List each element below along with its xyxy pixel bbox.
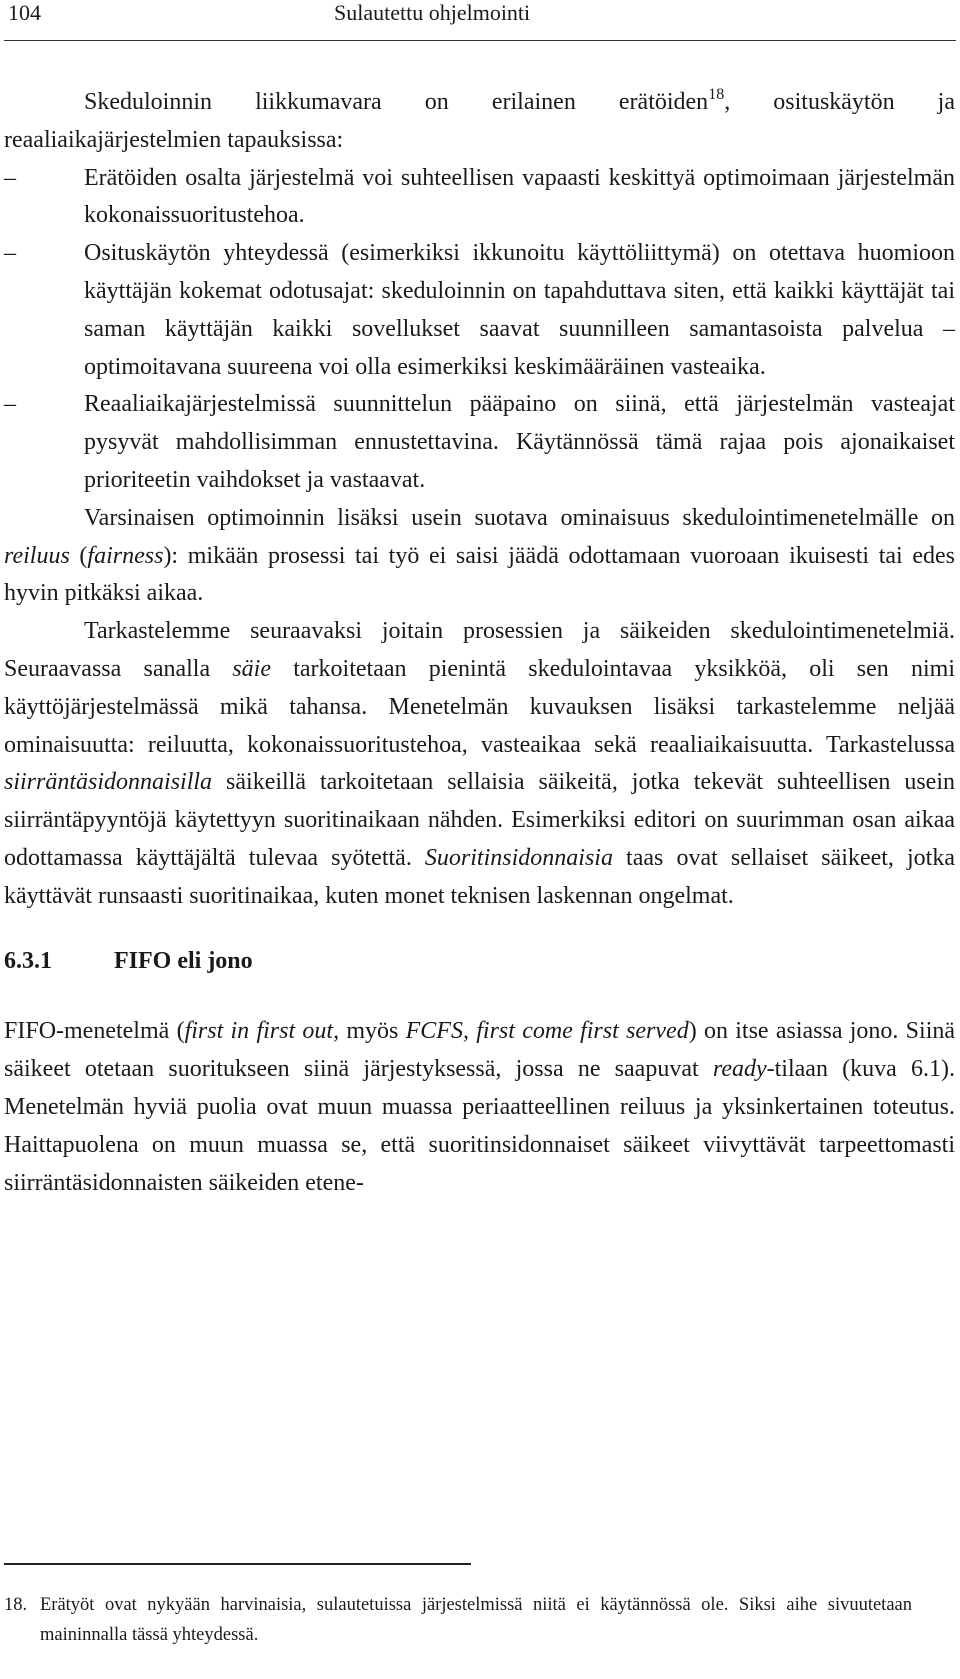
paragraph-text: ) on itse asiassa jono. Siinä säikeet otetaan suoritukseen siinä järjestyksessä, jossa ne saapuvat <box>4 1018 956 1083</box>
footnote-rule <box>4 1563 471 1565</box>
footnote <box>4 1590 912 1650</box>
term-emphasis: Suoritinsidonnaisia <box>424 844 613 871</box>
term-emphasis: siirräntäsidonnaisilla <box>4 769 213 796</box>
list-item <box>4 235 955 386</box>
list-item-text: Osituskäytön yhteydessä (esimerkiksi ikkunoitu käyttöliittymä) on otettava huomioon käyttäjän kokemat odotusajat: skeduloinnin on tapahduttava siten, että kaikki käyttäjät tai saman käyttäjän kaikki sovellukset saavat suunnilleen samantasoista palvelua – optimoitavana suureena voi olla esimerkiksi keskimääräinen vasteaika. <box>84 240 955 380</box>
review-paragraph <box>4 613 955 915</box>
intro-text: Skeduloinnin liikkumavara on erilainen erätöiden <box>84 89 709 115</box>
paragraph-text: ( <box>69 542 88 569</box>
page-number: 104 <box>8 0 41 25</box>
intro-text-end: , osituskäytön ja reaaliaikajärjestelmien tapauksissa: <box>4 89 955 153</box>
paragraph-text: säikeillä tarkoitetaan sellaisia säikeitä, jotka tekevät suhteellisen usein siirräntäpyyntöjä käytettyyn suoritinaikaan nähden. Esimerkiksi editori on suurimman osan aikaa odottamassa käyttäjältä tulevaa syötettä. <box>4 769 955 871</box>
header-rule <box>4 40 956 41</box>
paragraph-text: -tilaan (kuva 6.1). Menetelmän hyviä puolia ovat muun muassa periaatteellinen reiluus ja yksinkertainen toteutus. Haittapuolena on muun muassa se, että suoritinsidonnaiset säikeet viivyttävät tarpeettomasti siirräntäsidonnaisten säikeiden etene- <box>4 1056 956 1196</box>
body-text <box>4 84 955 1202</box>
footnote-reference[interactable]: 18 <box>708 86 725 103</box>
term-emphasis: säie <box>232 655 272 682</box>
running-header <box>4 0 956 30</box>
paragraph-text: Varsinaisen optimoinnin lisäksi usein suotava ominaisuus skedulointimenetelmälle on <box>84 504 955 531</box>
paragraph-text: tarkoitetaan pienintä skedulointavaa yksikköä, oli sen nimi käyttöjärjestelmässä mikä tahansa. Menetelmän kuvauksen lisäksi tarkastelemme neljää ominaisuutta: reiluutta, kokonaissuoritustehoa, vasteaikaa sekä reaaliaikaisuutta. Tarkastelussa <box>4 655 956 758</box>
term-emphasis: first in first out, <box>184 1018 340 1045</box>
dash-bullet: – <box>4 164 16 191</box>
paragraph-text: taas ovat sellaiset säikeet, jotka käyttävät runsaasti suoritinaikaa, kuten monet teknisen laskennan ongelmat. <box>4 844 956 909</box>
term-emphasis: fairness <box>87 542 164 569</box>
section-heading <box>4 943 955 981</box>
term-emphasis: reiluus <box>4 542 70 569</box>
term-emphasis: FCFS, first come first served <box>405 1018 689 1045</box>
dash-list <box>4 160 955 500</box>
list-item-text: Erätöiden osalta järjestelmä voi suhteellisen vapaasti keskittyä optimoimaan järjestelmän kokonaissuoritustehoa. <box>84 164 955 229</box>
footnote-text: Erätyöt ovat nykyään harvinaisia, sulautetuissa järjestelmissä niitä ei käytännössä ole. Siksi aihe sivuutetaan maininnalla tässä yhteydessä. <box>40 1595 912 1645</box>
paragraph-text: FIFO-menetelmä ( <box>4 1018 185 1045</box>
list-item-text: Reaaliaikajärjestelmissä suunnittelun pääpaino on siinä, että järjestelmän vasteajat pysyvät mahdollisimman ennustettavina. Käytännössä tämä rajaa pois ajonaikaiset prioriteetin vaihdokset ja vastaavat. <box>84 391 955 493</box>
term-emphasis: ready <box>712 1056 767 1083</box>
fifo-paragraph <box>4 1013 955 1202</box>
paragraph-text: Tarkastelemme seuraavaksi joitain prosessien ja säikeiden skedulointimenetelmiä. Seuraavassa sanalla <box>4 618 955 682</box>
section-title: FIFO eli jono <box>114 947 253 974</box>
fairness-paragraph <box>4 500 955 613</box>
paragraph-text: myös <box>339 1018 406 1045</box>
dash-bullet: – <box>4 240 16 267</box>
dash-bullet: – <box>4 391 16 418</box>
list-item <box>4 160 955 236</box>
paragraph-text: ): mikään prosessi tai työ ei saisi jäädä odottamaan vuoroaan ikuisesti tai edes hyvin pitkäksi aikaa. <box>4 542 955 607</box>
intro-paragraph <box>4 84 955 160</box>
footnote-number: 18. <box>4 1595 28 1615</box>
list-item <box>4 386 955 499</box>
section-number: 6.3.1 <box>4 947 52 974</box>
running-title: Sulautettu ohjelmointi <box>334 0 531 25</box>
